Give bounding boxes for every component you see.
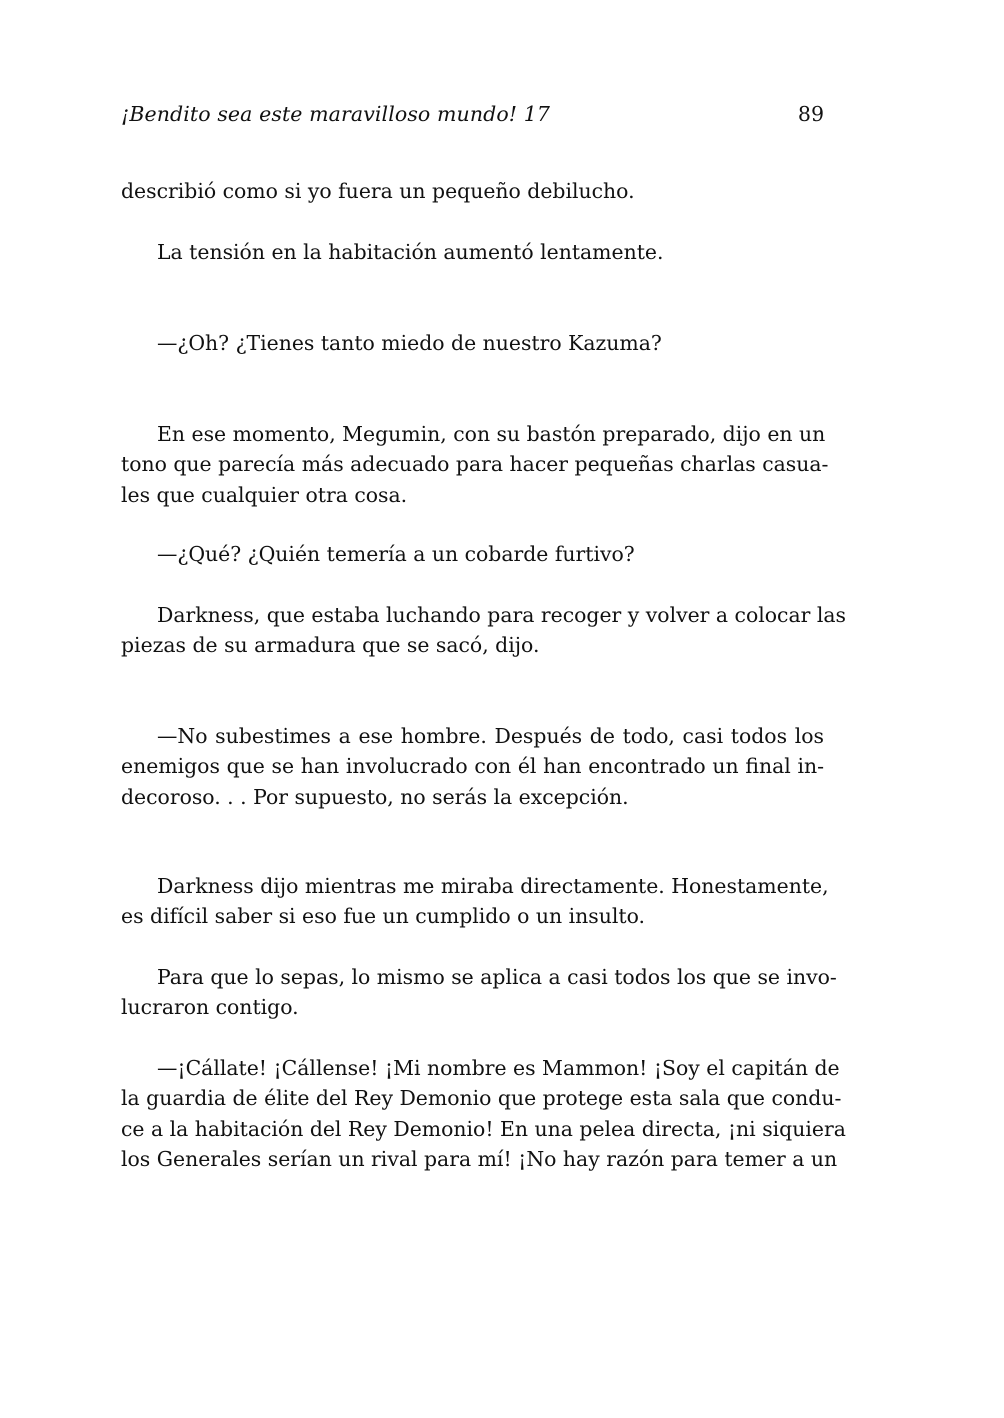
text-line: lucraron contigo.	[121, 995, 299, 1020]
paragraph	[121, 721, 824, 812]
paragraph	[121, 237, 824, 267]
paragraph	[121, 871, 829, 932]
text-line: En ese momento, Megumin, con su bastón preparado, dijo en un	[157, 422, 826, 446]
running-header	[121, 102, 824, 134]
text-line: decoroso. . . Por supuesto, no serás la excepción.	[121, 784, 629, 809]
text-line: —¿Oh? ¿Tienes tanto miedo de nuestro Kazuma?	[157, 331, 662, 355]
paragraph	[121, 962, 837, 1023]
text-line: Darkness, que estaba luchando para recoger y volver a colocar las	[157, 603, 846, 627]
text-line: enemigos que se han involucrado con él han encontrado un final in-	[121, 754, 824, 779]
text-line: piezas de su armadura que se sacó, dijo.	[121, 633, 540, 658]
text-line: Darkness dijo mientras me miraba directamente. Honestamente,	[157, 874, 829, 898]
text-line: los Generales serían un rival para mí! ¡No hay razón para temer a un	[121, 1146, 838, 1171]
text-line: La tensión en la habitación aumentó lentamente.	[157, 240, 664, 264]
paragraph	[121, 328, 824, 358]
text-line: la guardia de élite del Rey Demonio que protege esta sala que condu-	[121, 1086, 842, 1111]
paragraph	[121, 1053, 846, 1174]
page-number: 89	[797, 102, 824, 126]
paragraph	[121, 176, 824, 206]
paragraph	[121, 600, 846, 661]
text-line: es difícil saber si eso fue un cumplido o un insulto.	[121, 904, 645, 929]
text-line: tono que parecía más adecuado para hacer pequeñas charlas casua-	[121, 452, 829, 477]
paragraph	[121, 539, 824, 569]
book-title: ¡Bendito sea este maravilloso mundo! 17	[121, 102, 551, 126]
text-line: describió como si yo fuera un pequeño debilucho.	[121, 179, 635, 203]
text-line: Para que lo sepas, lo mismo se aplica a casi todos los que se invo-	[157, 965, 837, 989]
text-line: ce a la habitación del Rey Demonio! En una pelea directa, ¡ni siquiera	[121, 1116, 846, 1141]
text-line: —No subestimes a ese hombre. Después de todo, casi todos los	[157, 724, 824, 748]
text-line: —¡Cállate! ¡Cállense! ¡Mi nombre es Mammon! ¡Soy el capitán de	[157, 1056, 840, 1080]
text-line: les que cualquier otra cosa.	[121, 482, 408, 507]
text-line: —¿Qué? ¿Quién temería a un cobarde furtivo?	[157, 542, 635, 566]
paragraph	[121, 419, 829, 510]
